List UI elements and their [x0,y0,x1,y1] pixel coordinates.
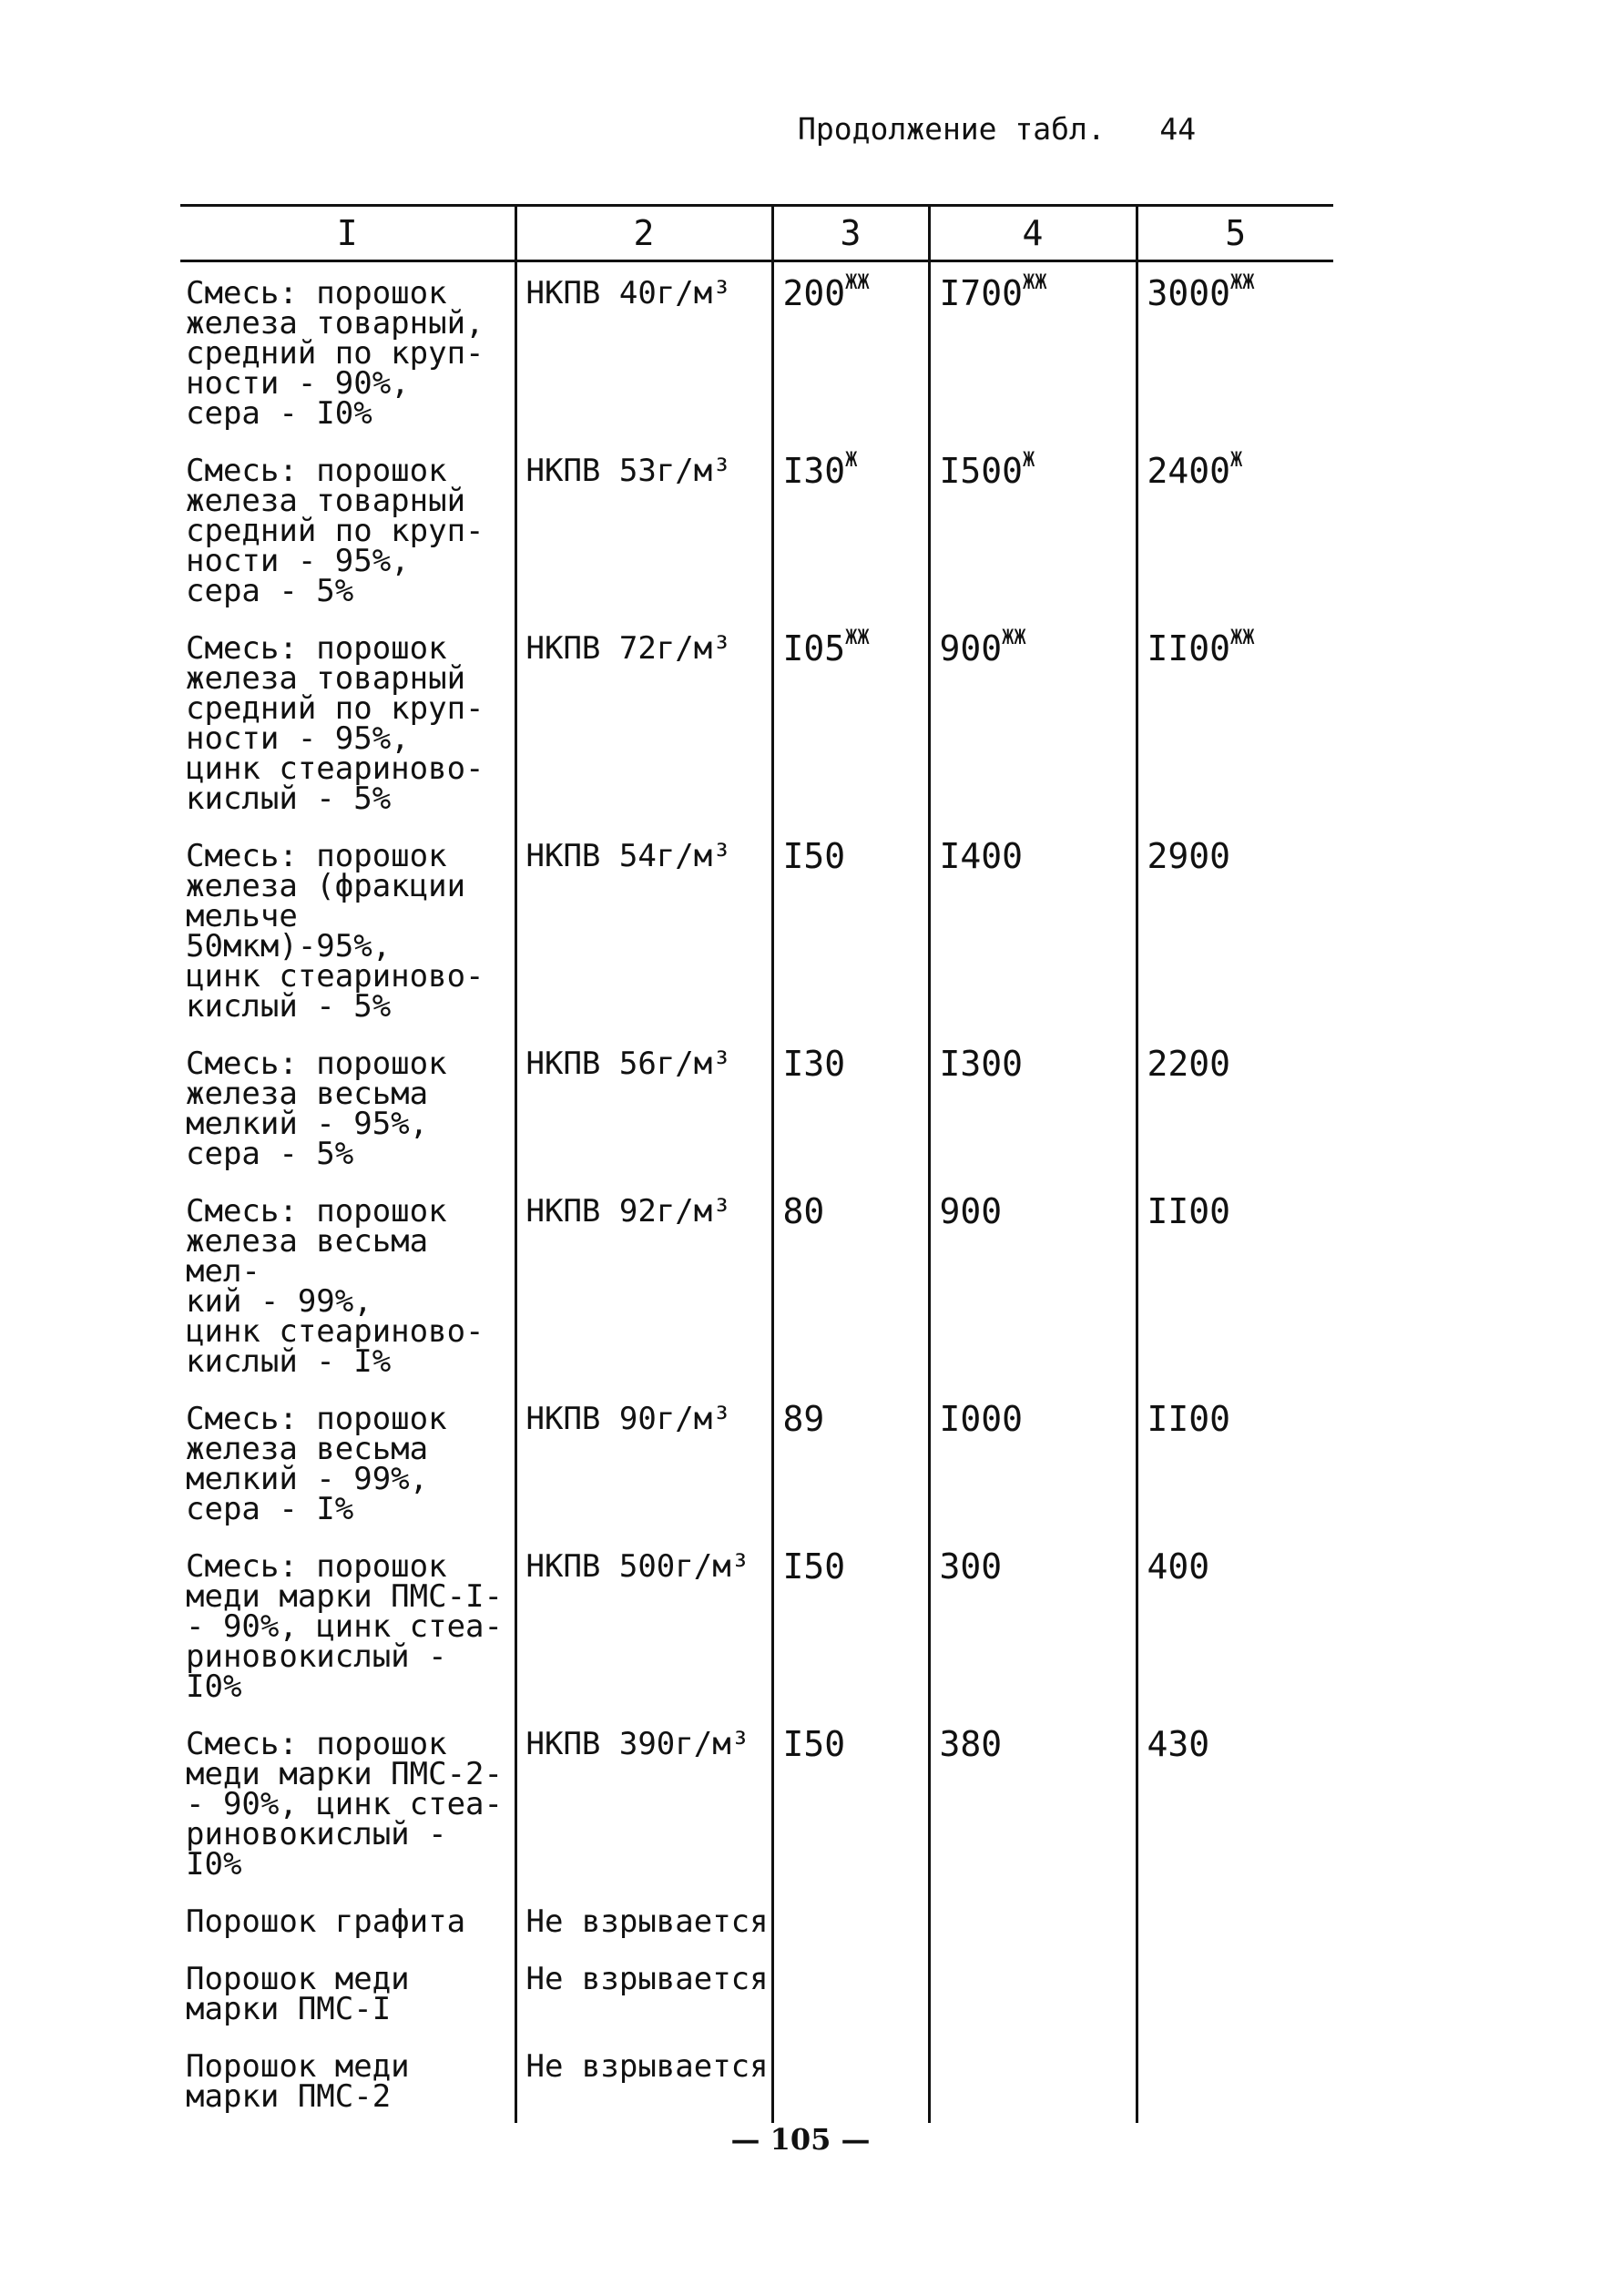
value: II00 [1147,1191,1231,1231]
concentration-cell: НКПВ 54г/м³ [515,825,772,1033]
table-row [180,2036,1333,2123]
value-cell-c4 [929,2036,1137,2123]
concentration-cell: Не взрывается [515,1891,772,1948]
footnote-mark: ЖЖ [1230,627,1255,650]
value-cell-c3 [772,1180,929,1388]
value: 400 [1147,1546,1210,1587]
table-row [180,1388,1333,1536]
value: I50 [782,1546,846,1587]
value-cell-c5 [1137,1033,1333,1180]
table-row [180,1536,1333,1713]
value: I400 [939,836,1024,876]
value: 430 [1147,1724,1210,1764]
value-cell-c3 [772,1891,929,1948]
data-table [180,204,1333,2123]
concentration-cell: НКПВ 500г/м³ [515,1536,772,1713]
table-row [180,261,1333,441]
table-row [180,1180,1333,1388]
value-cell-c5 [1137,825,1333,1033]
mixture-cell: Смесь: порошок железа товарный средний по круп- ности - 95%, цинк стеариново- кислый - 5% [186,630,484,817]
table-row [180,617,1333,825]
table-body [180,261,1333,2124]
table-row [180,1033,1333,1180]
table-row [180,1891,1333,1948]
value: I50 [782,1724,846,1764]
mixture-cell: Порошок меди марки ПМС-2 [186,2048,410,2115]
footnote-mark: ЖЖ [845,271,870,295]
value-cell-c4 [929,1388,1137,1536]
column-header: 4 [929,206,1137,261]
value-cell-c5 [1137,1388,1333,1536]
value-cell-c3 [772,440,929,617]
table-row [180,1713,1333,1891]
value-cell-c4 [929,825,1137,1033]
table-number: 44 [1159,111,1197,147]
table-continuation-header [798,111,1196,147]
value: I50 [782,836,846,876]
value-cell-c4 [929,1180,1137,1388]
concentration-cell: НКПВ 90г/м³ [515,1388,772,1536]
value-cell-c5 [1137,261,1333,441]
footnote-mark: ЖЖ [1023,271,1047,295]
value: I30 [782,1044,846,1084]
value: I700 [939,273,1024,313]
column-header: 5 [1137,206,1333,261]
footnote-mark: Ж [1230,449,1243,473]
value-cell-c4 [929,1033,1137,1180]
mixture-cell: Смесь: порошок железа товарный, средний по круп- ности - 90%, сера - I0% [186,275,484,432]
value-cell-c3 [772,825,929,1033]
value-cell-c3 [772,617,929,825]
table-row [180,440,1333,617]
value: I000 [939,1399,1024,1439]
mixture-cell: Смесь: порошок меди марки ПМС-I- - 90%, цинк стеа- риновокислый - I0% [186,1548,503,1705]
value: 2200 [1147,1044,1231,1084]
value-cell-c5 [1137,617,1333,825]
value: 200 [782,273,846,313]
value: I500 [939,451,1024,491]
mixture-cell: Смесь: порошок железа товарный средний по круп- ности - 95%, сера - 5% [186,453,484,609]
value: 3000 [1147,273,1231,313]
value: II00 [1147,1399,1231,1439]
column-header-row [180,206,1333,261]
value: 80 [782,1191,825,1231]
mixture-cell: Порошок графита [186,1903,466,1940]
value-cell-c3 [772,261,929,441]
table-row [180,825,1333,1033]
concentration-cell: Не взрывается [515,2036,772,2123]
value-cell-c4 [929,440,1137,617]
value: 900 [939,628,1003,668]
concentration-cell: НКПВ 40г/м³ [515,261,772,441]
continuation-label: Продолжение табл. [798,111,1106,147]
value-cell-c3 [772,2036,929,2123]
value-cell-c4 [929,261,1137,441]
value-cell-c3 [772,1388,929,1536]
value-cell-c5 [1137,440,1333,617]
value-cell-c4 [929,1891,1137,1948]
mixture-cell: Порошок меди марки ПМС-I [186,1961,410,2027]
value-cell-c3 [772,1948,929,2036]
value-cell-c4 [929,1713,1137,1891]
value: I300 [939,1044,1024,1084]
value-cell-c5 [1137,1891,1333,1948]
value-cell-c5 [1137,1536,1333,1713]
value-cell-c5 [1137,1713,1333,1891]
concentration-cell: НКПВ 53г/м³ [515,440,772,617]
footnote-mark: Ж [845,449,858,473]
mixture-cell: Смесь: порошок железа весьма мелкий - 99%, сера - I% [186,1401,447,1527]
concentration-cell: НКПВ 92г/м³ [515,1180,772,1388]
value-cell-c4 [929,617,1137,825]
footnote-mark: Ж [1023,449,1035,473]
value: 900 [939,1191,1003,1231]
column-header: I [180,206,515,261]
value-cell-c5 [1137,1180,1333,1388]
mixture-cell: Смесь: порошок железа весьма мел- кий - 99%, цинк стеариново- кислый - I% [186,1193,484,1380]
value: 300 [939,1546,1003,1587]
value-cell-c4 [929,1536,1137,1713]
column-header: 2 [515,206,772,261]
column-header: 3 [772,206,929,261]
footnote-mark: ЖЖ [1002,627,1026,650]
value-cell-c3 [772,1713,929,1891]
footnote-mark: ЖЖ [845,627,870,650]
value-cell-c5 [1137,1948,1333,2036]
mixture-cell: Смесь: порошок железа (фракции мельче 50мкм)-95%, цинк стеариново- кислый - 5% [186,838,484,1025]
value: II00 [1147,628,1231,668]
value-cell-c3 [772,1033,929,1180]
value: 89 [782,1399,825,1439]
value: I05 [782,628,846,668]
value: 380 [939,1724,1003,1764]
value-cell-c5 [1137,2036,1333,2123]
value: 2400 [1147,451,1231,491]
value-cell-c3 [772,1536,929,1713]
mixture-cell: Смесь: порошок меди марки ПМС-2- - 90%, цинк стеа- риновокислый - I0% [186,1726,503,1883]
concentration-cell: Не взрывается [515,1948,772,2036]
concentration-cell: НКПВ 72г/м³ [515,617,772,825]
page-number: — 105 — [730,2122,871,2157]
concentration-cell: НКПВ 390г/м³ [515,1713,772,1891]
concentration-cell: НКПВ 56г/м³ [515,1033,772,1180]
value: I30 [782,451,846,491]
table-row [180,1948,1333,2036]
footnote-mark: ЖЖ [1230,271,1255,295]
mixture-cell: Смесь: порошок железа весьма мелкий - 95%, сера - 5% [186,1046,447,1172]
value: 2900 [1147,836,1231,876]
value-cell-c4 [929,1948,1137,2036]
